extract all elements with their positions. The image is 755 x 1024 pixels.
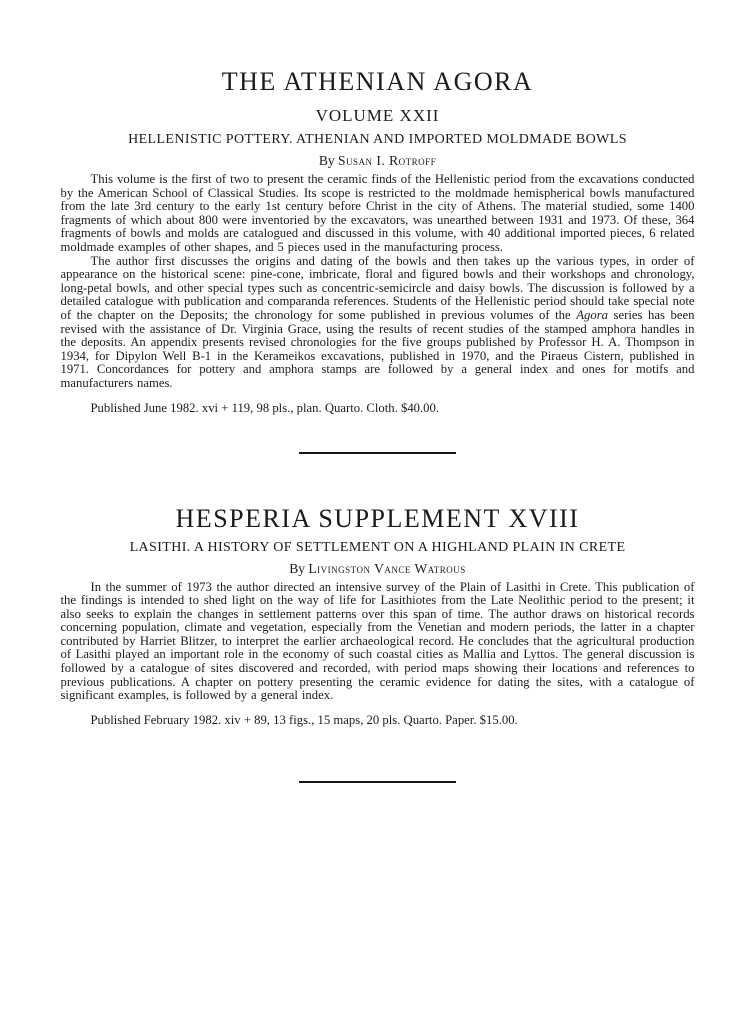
athenian-agora-section [61,68,695,415]
agora-series-title-italic: Agora [576,307,608,322]
agora-paragraph-2 [61,255,695,391]
hesperia-supplement-section [61,505,695,727]
section-divider-rule-2 [299,781,456,783]
book-announcement-page [61,0,695,783]
agora-paragraph-2-text: The author first discusses the origins and dating of the bowls and then takes up the various types, in order of appearance on the historical scene: pine-cone, imbricate, floral and figured bowls and their workshops and chronology, long-petal bowls, and other special types such as concentric-semicircle and daisy bowls. The discussion is followed by a detailed catalogue with publication and comparanda references. Students of the Hellenistic period should take special note of the chapter on the Deposits; the chronology for some published in previous volumes of the [60,253,695,322]
hesperia-author-name: Livingston Vance Watrous [308,560,466,576]
agora-paragraph-1: This volume is the first of two to present the ceramic finds of the Hellenistic period from the excavations conducted by the American School of Classical Studies. Its scope is restricted to the moldmade hemispherical bowls manufactured from the late 3rd century to the early 1st century before Christ in the city of Athens. The material studied, some 1400 fragments of which about 800 were inventoried by the excavators, was unearthed between 1931 and 1973. Of these, 364 fragments of bowls and molds are catalogued and discussed in this volume, with 40 additional imported pieces, 6 related moldmade examples of other shapes, and 5 pieces used in the manufacturing process. [60,172,695,254]
hesperia-title: HESPERIA SUPPLEMENT XVIII [175,503,580,533]
agora-byline-prefix: By [318,153,335,168]
agora-author-name: Susan I. Rotroff [337,153,437,168]
hesperia-subtitle: LASITHI. A HISTORY OF SETTLEMENT ON A HIGHLAND PLAIN IN CRETE [129,539,626,555]
agora-byline [61,153,695,168]
agora-paragraph-2-text-continued: series has been revised with the assistance of Dr. Virginia Grace, using the results of recent studies of the stamped amphora handles in the deposits. An appendix presents revised chronologies for the five groups published by Professor H. A. Thompson in 1934, for Dipylon Well B-1 in the Kerameikos excavations, published in 1970, and the Piraeus Cistern, published in 1971. Concordances for pottery and amphora stamps are followed by a general index and ones for motifs and manufacturers names. [60,307,695,390]
agora-volume-number: VOLUME XXII [315,106,440,125]
agora-published-line: Published June 1982. xvi + 119, 98 pls., plan. Quarto. Cloth. $40.00. [90,400,440,415]
hesperia-byline [61,561,695,576]
hesperia-published-line: Published February 1982. xiv + 89, 13 figs., 15 maps, 20 pls. Quarto. Paper. $15.00. [90,712,518,727]
hesperia-byline-prefix: By [289,560,306,576]
hesperia-paragraph-1: In the summer of 1973 the author directed an intensive survey of the Plain of Lasithi in Crete. This publication of the findings is intended to shed light on the way of life for Lasithiotes from the Late Neolithic period to the present; it also seeks to explain the changes in settlement patterns over this span of time. The author draws on historical records concerning population, climate and vegetation, especially from the Venetian and modern periods, the latter in a chapter contributed by Harriet Blitzer, to interpret the earlier archaeological record. He concludes that the agricultural production of Lasithi played an important role in the economy of such coastal cities as Mallia and Lyttos. The general discussion is followed by a catalogue of sites discovered and recorded, with period maps showing their locations and references to previous publications. A chapter on pottery presenting the ceramic evidence for dating the sites, with a catalogue of significant examples, is followed by a general index. [60,579,695,703]
section-divider-rule-1 [299,452,456,454]
agora-subtitle: HELLENISTIC POTTERY. ATHENIAN AND IMPORTED MOLDMADE BOWLS [128,132,627,147]
agora-title: THE ATHENIAN AGORA [221,67,534,96]
